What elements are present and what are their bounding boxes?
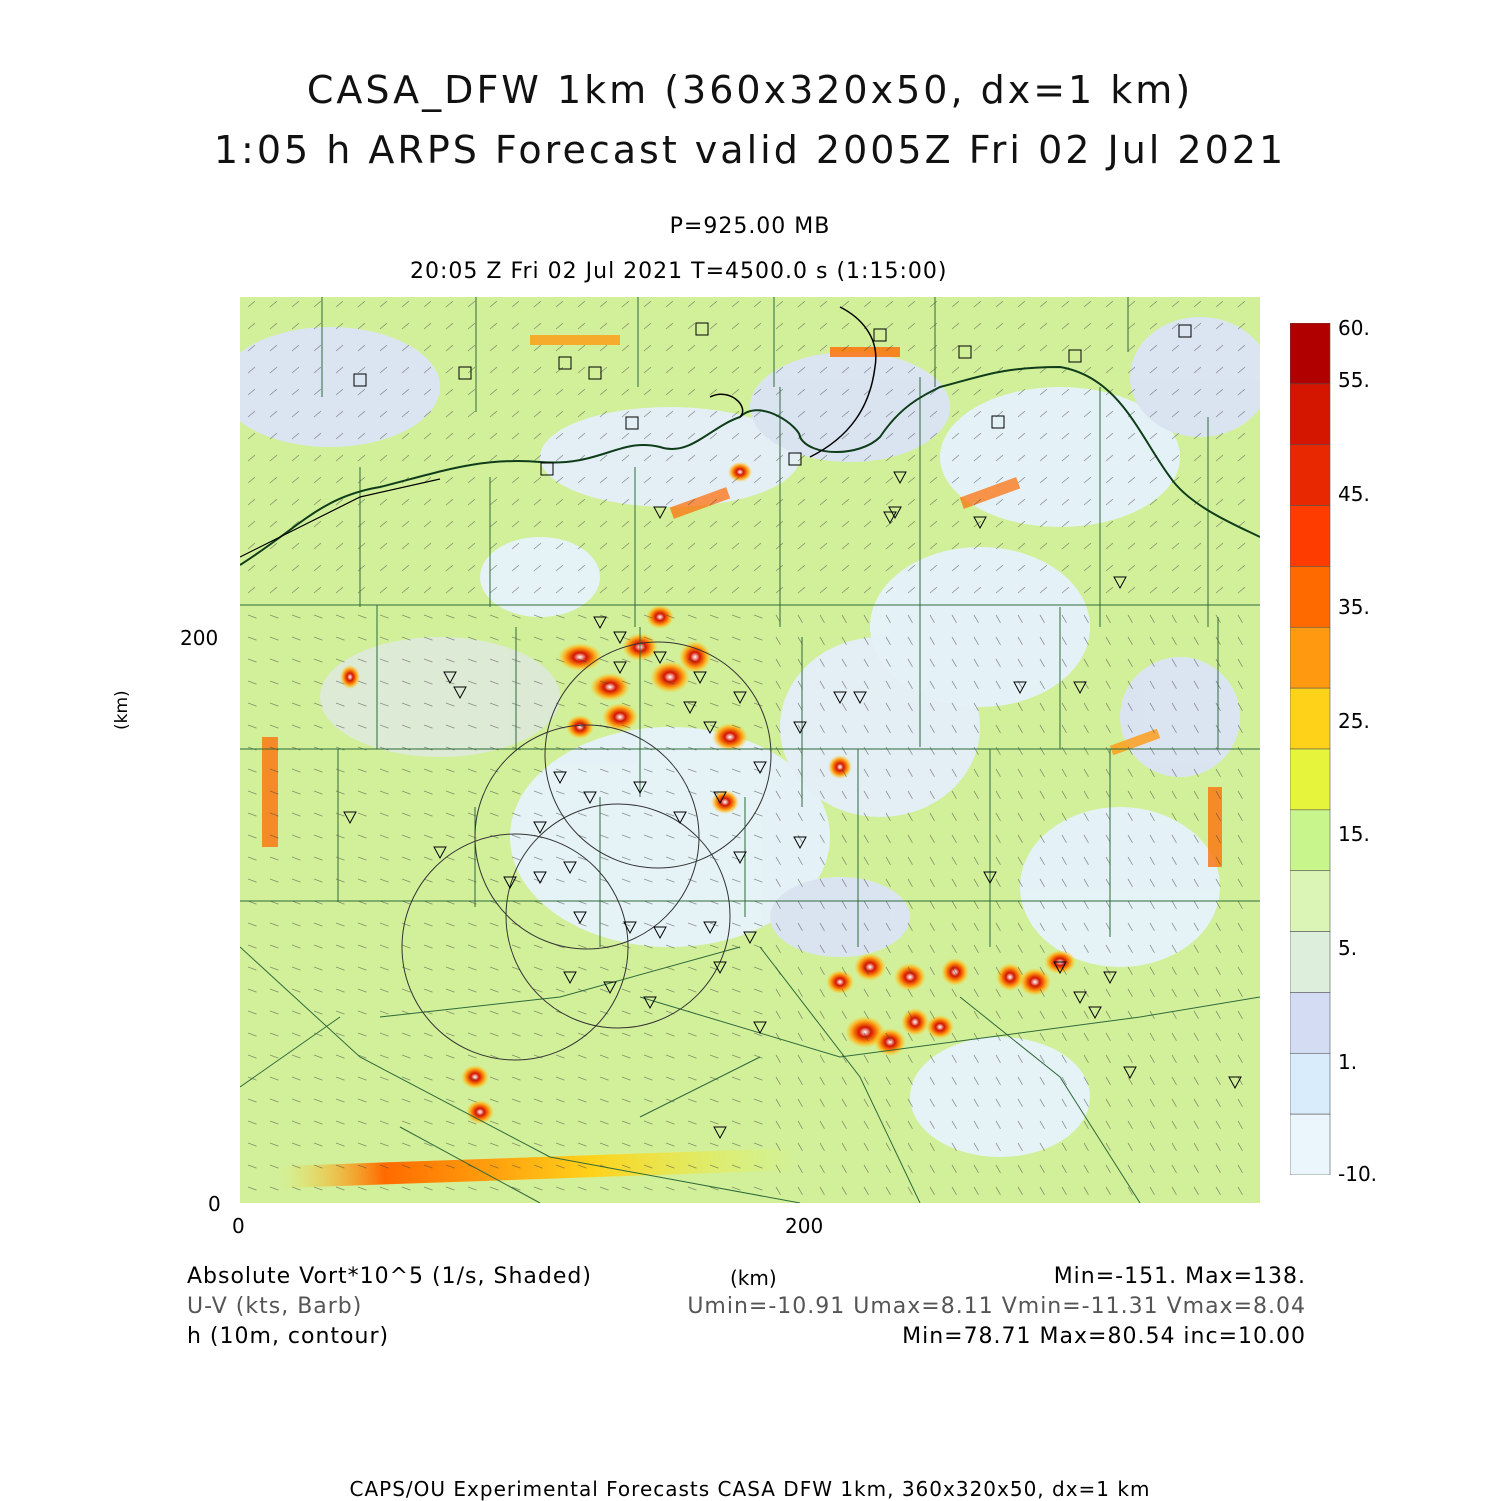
map-title-line2: 1:05 h ARPS Forecast valid 2005Z Fri 02 Jul 2021 bbox=[213, 128, 1287, 172]
colorbar-swatch bbox=[1290, 627, 1330, 688]
colorbar-swatch bbox=[1290, 749, 1330, 810]
credit-line: CAPS/OU Experimental Forecasts CASA DFW 1km, 360x320x50, dx=1 km bbox=[349, 1477, 1151, 1501]
colorbar-swatch bbox=[1290, 932, 1330, 993]
legend-wind: U-V (kts, Barb) bbox=[187, 1294, 363, 1319]
x-axis-label: (km) bbox=[730, 1266, 777, 1290]
colorbar bbox=[1290, 323, 1332, 1175]
x-tick-200: 200 bbox=[785, 1214, 824, 1238]
colorbar-label-45: 45. bbox=[1338, 482, 1370, 506]
colorbar-label-1: 1. bbox=[1338, 1050, 1358, 1074]
y-axis-label: (km) bbox=[112, 690, 132, 730]
wind-range: Umin=-10.91 Umax=8.11 Vmin=-11.31 Vmax=8.04 bbox=[687, 1294, 1306, 1319]
map-title-line1: CASA_DFW 1km (360x320x50, dx=1 km) bbox=[306, 68, 1194, 112]
colorbar-swatch bbox=[1290, 810, 1330, 871]
pressure-level: P=925.00 MB bbox=[669, 214, 831, 239]
height-range: Min=78.71 Max=80.54 inc=10.00 bbox=[902, 1324, 1306, 1349]
colorbar-swatch bbox=[1290, 384, 1330, 445]
colorbar-label-neg10: -10. bbox=[1338, 1162, 1378, 1186]
colorbar-label-60: 60. bbox=[1338, 316, 1370, 340]
x-tick-0: 0 bbox=[232, 1214, 245, 1238]
colorbar-swatch bbox=[1290, 688, 1330, 749]
colorbar-swatch bbox=[1290, 992, 1330, 1053]
colorbar-swatch bbox=[1290, 445, 1330, 506]
legend-height: h (10m, contour) bbox=[187, 1324, 390, 1349]
colorbar-label-55: 55. bbox=[1338, 368, 1370, 392]
colorbar-swatch bbox=[1290, 1114, 1330, 1175]
colorbar-swatch bbox=[1290, 1053, 1330, 1114]
colorbar-swatch bbox=[1290, 323, 1330, 384]
colorbar-label-35: 35. bbox=[1338, 595, 1370, 619]
colorbar-label-15: 15. bbox=[1338, 822, 1370, 846]
colorbar-label-25: 25. bbox=[1338, 709, 1370, 733]
colorbar-swatch bbox=[1290, 506, 1330, 567]
legend-vorticity: Absolute Vort*10^5 (1/s, Shaded) bbox=[187, 1264, 592, 1289]
colorbar-swatch bbox=[1290, 566, 1330, 627]
vorticity-range: Min=-151. Max=138. bbox=[1053, 1264, 1306, 1289]
y-tick-0: 0 bbox=[208, 1192, 221, 1216]
y-tick-200: 200 bbox=[180, 626, 219, 650]
colorbar-swatch bbox=[1290, 871, 1330, 932]
map-plot-area bbox=[240, 297, 1260, 1203]
valid-time: 20:05 Z Fri 02 Jul 2021 T=4500.0 s (1:15:00) bbox=[410, 259, 948, 284]
colorbar-label-5: 5. bbox=[1338, 936, 1358, 960]
